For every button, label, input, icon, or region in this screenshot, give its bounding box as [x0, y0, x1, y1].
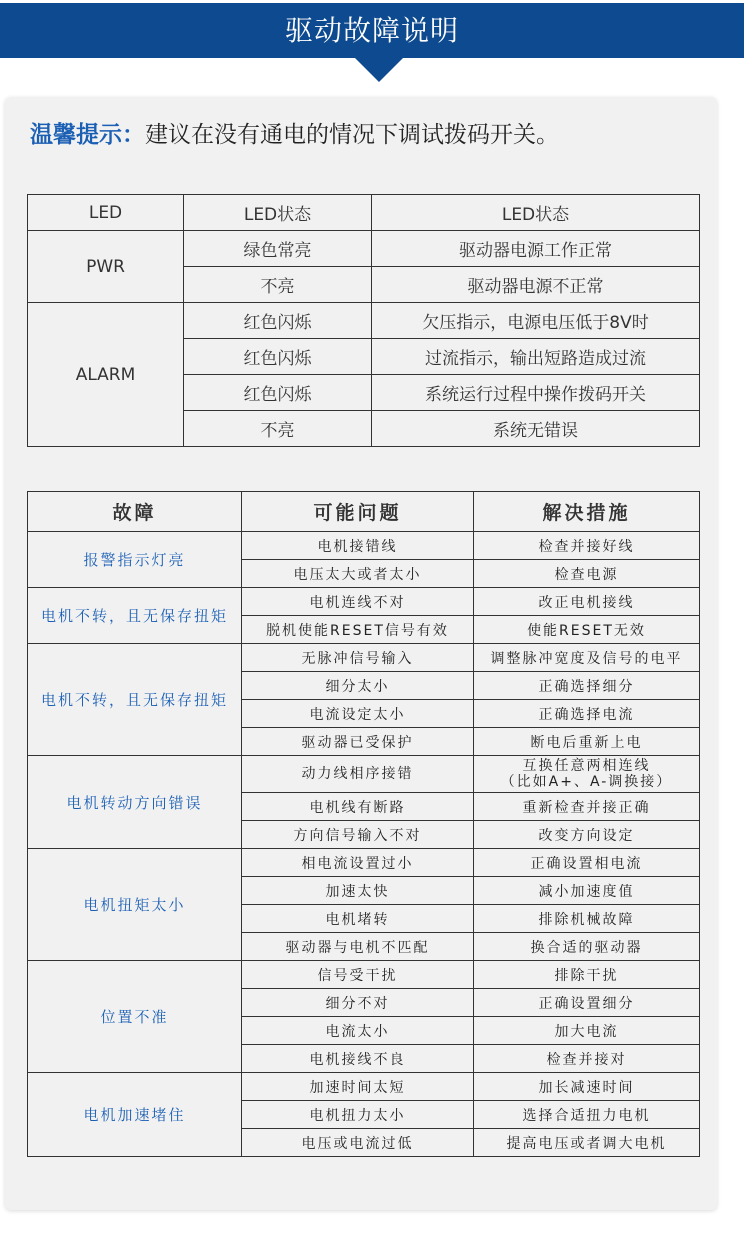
solution-cell: 正确设置相电流	[474, 849, 700, 877]
state-cell: 不亮	[184, 267, 372, 303]
state-cell: 红色闪烁	[184, 303, 372, 339]
state-cell: 红色闪烁	[184, 339, 372, 375]
table-row	[28, 644, 700, 672]
fault-cell: 报警指示灯亮	[28, 532, 242, 588]
problem-cell: 无脉冲信号输入	[242, 644, 474, 672]
problem-cell: 加速时间太短	[242, 1073, 474, 1101]
table-row	[28, 588, 700, 616]
led-name-cell: ALARM	[28, 303, 184, 447]
problem-cell: 电机连线不对	[242, 588, 474, 616]
state-cell: 不亮	[184, 411, 372, 447]
problem-cell: 加速太快	[242, 877, 474, 905]
led-status-table	[27, 194, 700, 447]
tip-text: 建议在没有通电的情况下调试拨码开关。	[145, 122, 559, 148]
fault-cell: 电机转动方向错误	[28, 756, 242, 849]
solution-cell: 使能RESET无效	[474, 616, 700, 644]
fault-cell: 电机不转，且无保存扭矩	[28, 588, 242, 644]
table-row	[28, 532, 700, 560]
solution-cell: 减小加速度值	[474, 877, 700, 905]
solution-cell: 调整脉冲宽度及信号的电平	[474, 644, 700, 672]
solution-cell: 改变方向设定	[474, 821, 700, 849]
problem-cell: 相电流设置过小	[242, 849, 474, 877]
fault-cell: 位置不准	[28, 961, 242, 1073]
problem-cell: 方向信号输入不对	[242, 821, 474, 849]
meaning-cell: 过流指示，输出短路造成过流	[372, 339, 700, 375]
solution-line: （比如A+、A-调换接）	[500, 774, 673, 790]
problem-cell: 电机线有断路	[242, 793, 474, 821]
solution-cell	[474, 756, 700, 793]
tip-label: 温馨提示：	[30, 122, 145, 148]
fault-cell: 电机扭矩太小	[28, 849, 242, 961]
meaning-cell: 系统无错误	[372, 411, 700, 447]
solution-cell: 排除机械故障	[474, 905, 700, 933]
table-row	[28, 303, 700, 339]
header-cell: LED状态	[184, 195, 372, 231]
solution-cell: 正确选择细分	[474, 672, 700, 700]
state-cell: 红色闪烁	[184, 375, 372, 411]
state-cell: 绿色常亮	[184, 231, 372, 267]
problem-cell: 电机接错线	[242, 532, 474, 560]
header-cell: 可能问题	[242, 492, 474, 532]
page-title: 驱动故障说明	[284, 14, 459, 47]
problem-cell: 电压或电流过低	[242, 1129, 474, 1157]
problem-cell: 电机扭力太小	[242, 1101, 474, 1129]
fault-cell: 电机加速堵住	[28, 1073, 242, 1157]
header-cell: 解决措施	[474, 492, 700, 532]
solution-cell: 提高电压或者调大电机	[474, 1129, 700, 1157]
table-header-row	[28, 492, 700, 532]
table-row	[28, 231, 700, 267]
solution-cell: 改正电机接线	[474, 588, 700, 616]
solution-cell: 换合适的驱动器	[474, 933, 700, 961]
table-row	[28, 756, 700, 793]
solution-cell: 加长减速时间	[474, 1073, 700, 1101]
solution-cell: 选择合适扭力电机	[474, 1101, 700, 1129]
problem-cell: 细分太小	[242, 672, 474, 700]
problem-cell: 电流设定太小	[242, 700, 474, 728]
problem-cell: 动力线相序接错	[242, 756, 474, 793]
solution-cell: 正确选择电流	[474, 700, 700, 728]
solution-line: 互换任意两相连线	[522, 758, 651, 774]
problem-cell: 电机堵转	[242, 905, 474, 933]
meaning-cell: 驱动器电源不正常	[372, 267, 700, 303]
fault-table	[27, 491, 700, 1157]
problem-cell: 驱动器与电机不匹配	[242, 933, 474, 961]
led-name-cell: PWR	[28, 231, 184, 303]
table-row	[28, 961, 700, 989]
header-cell: LED	[28, 195, 184, 231]
solution-cell: 检查并接好线	[474, 532, 700, 560]
meaning-cell: 欠压指示，电源电压低于8V时	[372, 303, 700, 339]
problem-cell: 细分不对	[242, 989, 474, 1017]
solution-cell: 检查并接对	[474, 1045, 700, 1073]
solution-cell: 重新检查并接正确	[474, 793, 700, 821]
banner-arrow-icon	[355, 58, 403, 82]
solution-cell: 排除干扰	[474, 961, 700, 989]
solution-cell: 加大电流	[474, 1017, 700, 1045]
problem-cell: 脱机使能RESET信号有效	[242, 616, 474, 644]
header-cell: LED状态	[372, 195, 700, 231]
problem-cell: 信号受干扰	[242, 961, 474, 989]
solution-cell: 断电后重新上电	[474, 728, 700, 756]
problem-cell: 驱动器已受保护	[242, 728, 474, 756]
table-header-row	[28, 195, 700, 231]
tip-line	[30, 116, 559, 149]
problem-cell: 电流太小	[242, 1017, 474, 1045]
problem-cell: 电机接线不良	[242, 1045, 474, 1073]
meaning-cell: 驱动器电源工作正常	[372, 231, 700, 267]
meaning-cell: 系统运行过程中操作拨码开关	[372, 375, 700, 411]
header-cell: 故障	[28, 492, 242, 532]
table-row	[28, 849, 700, 877]
fault-cell: 电机不转，且无保存扭矩	[28, 644, 242, 756]
problem-cell: 电压太大或者太小	[242, 560, 474, 588]
solution-cell: 正确设置细分	[474, 989, 700, 1017]
table-row	[28, 1073, 700, 1101]
solution-cell: 检查电源	[474, 560, 700, 588]
